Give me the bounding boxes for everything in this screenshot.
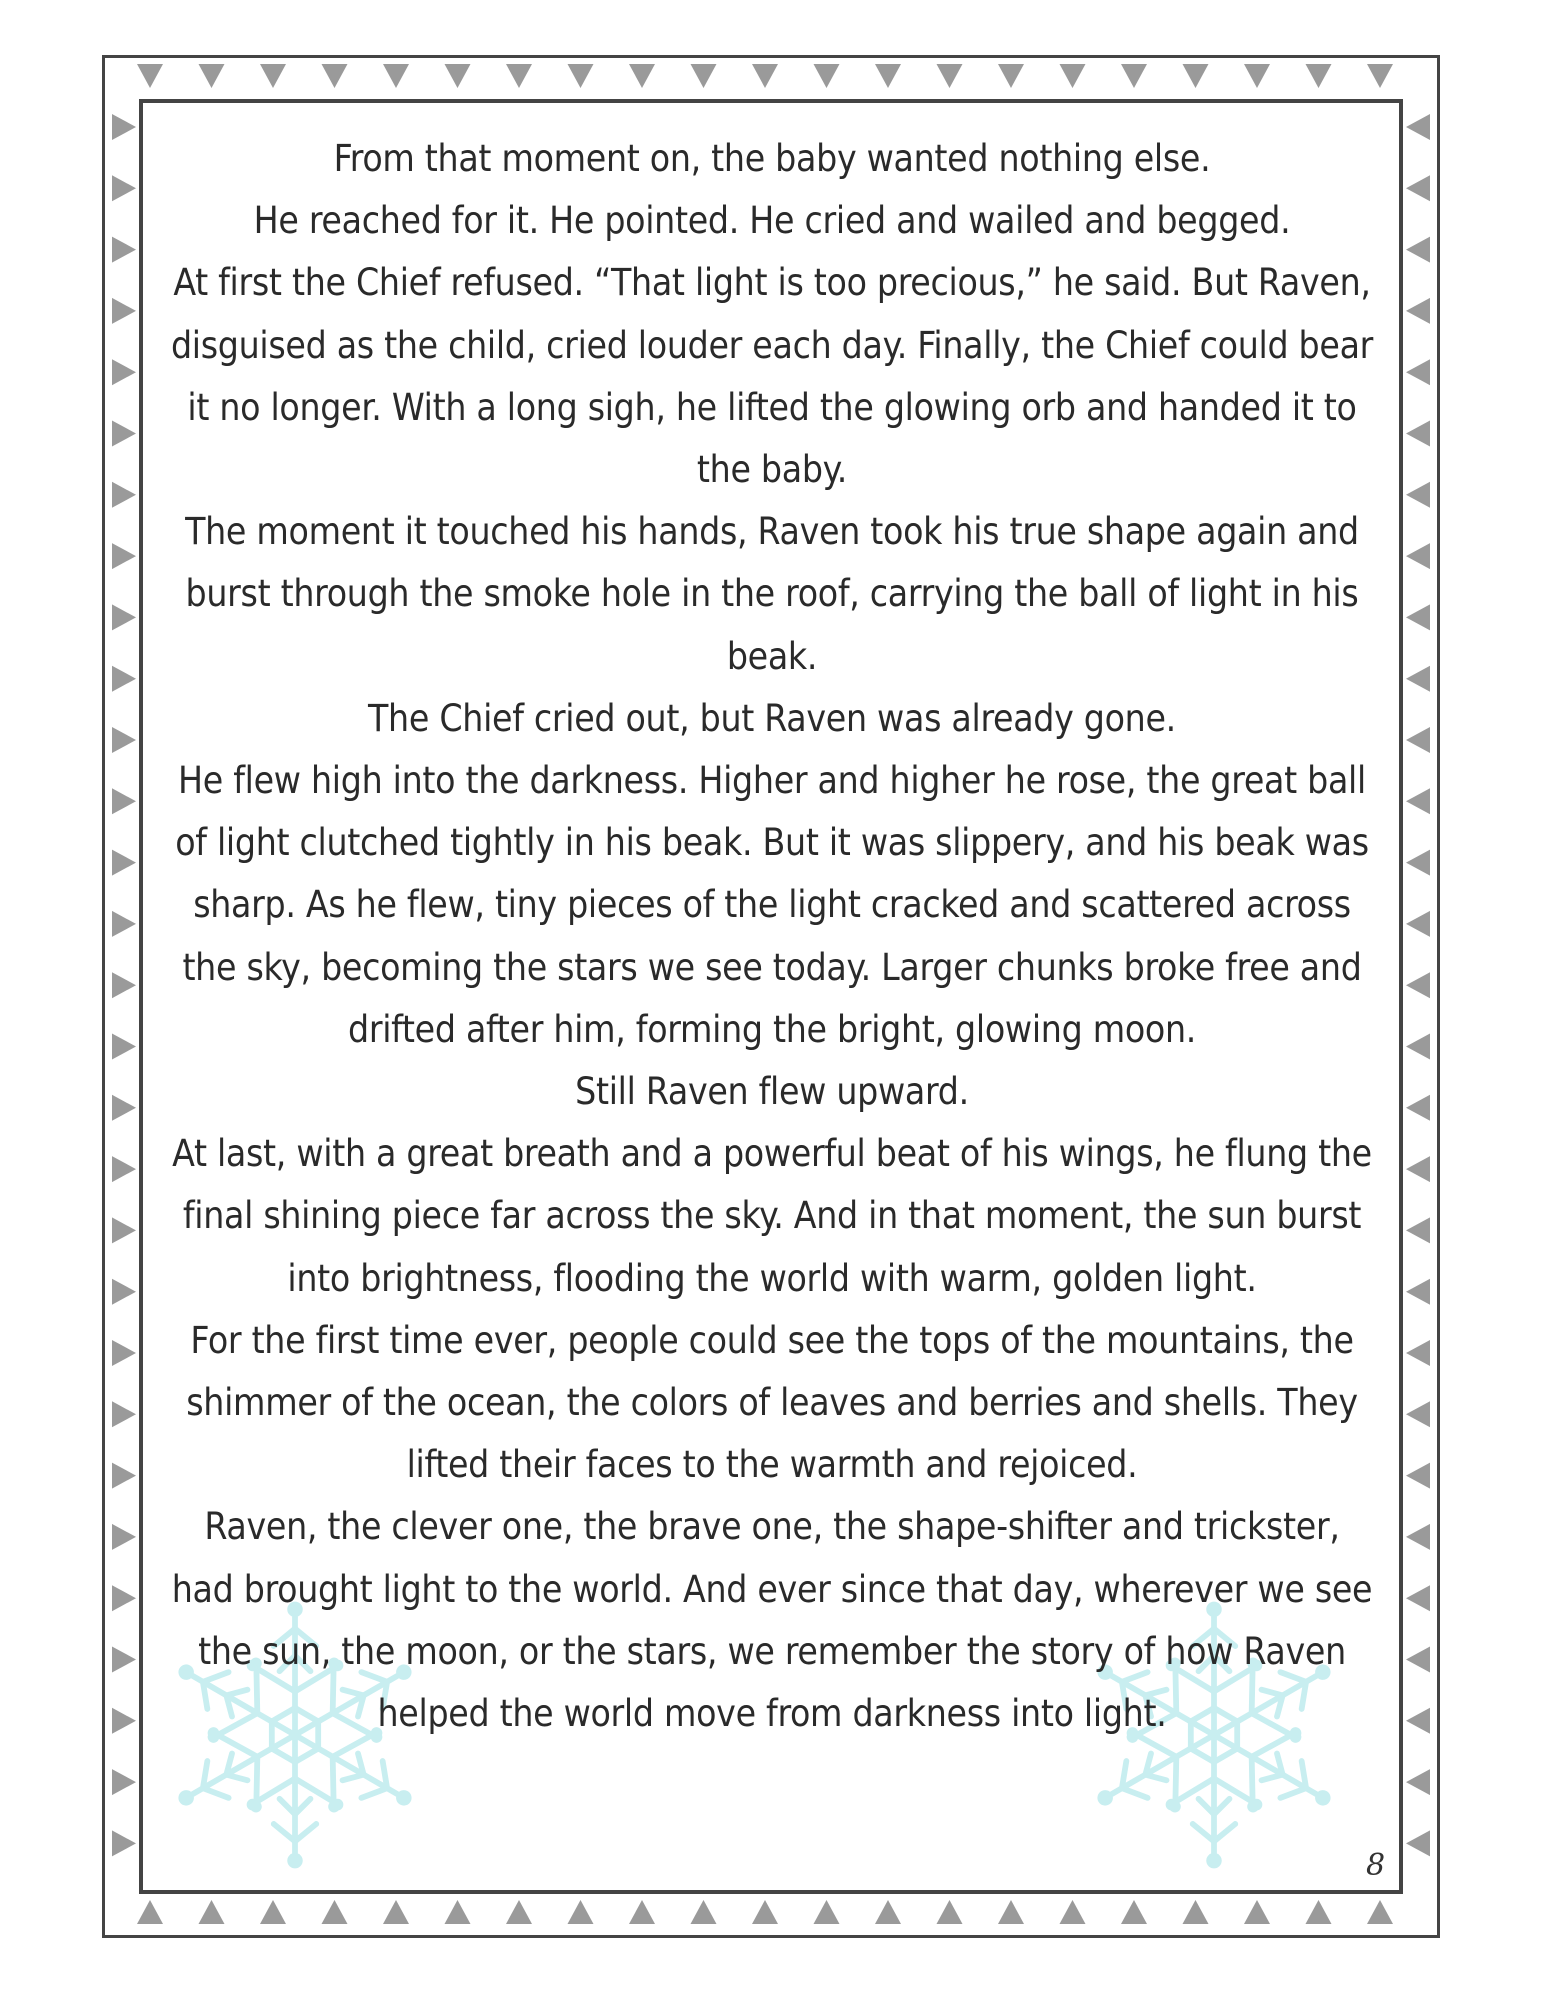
border-triangle bbox=[260, 64, 286, 88]
story-paragraph: He flew high into the darkness. Higher and higher he rose, the great ball of light clutched tightly in his beak. But it was slippery, and his beak was sharp. As he flew, tiny pieces of the light cracked and scattered across the sky, becoming the stars we see today. Larger chunks broke free and drifted after him, forming the bright, glowing moon. bbox=[175, 759, 1369, 1051]
border-triangle bbox=[112, 1708, 136, 1734]
border-triangle bbox=[1406, 1708, 1430, 1734]
border-triangle bbox=[445, 1900, 471, 1924]
story-paragraph: At last, with a great breath and a powerful beat of his wings, he flung the final shining piece far across the sky. And in that moment, the sun burst into brightness, flooding the world with warm, golden light. bbox=[172, 1132, 1372, 1300]
story-paragraph: Raven, the clever one, the brave one, the shape-shifter and trickster, had brought light to the world. And ever since that day, wherever we see the sun, the moon, or the stars, we remember the story of how Raven helped the world move from darkness into light. bbox=[171, 1505, 1373, 1736]
border-triangle bbox=[112, 1401, 136, 1427]
border-triangle bbox=[112, 1463, 136, 1489]
border-triangle bbox=[112, 850, 136, 876]
border-triangle bbox=[112, 1279, 136, 1305]
border-triangle bbox=[1183, 64, 1209, 88]
border-triangle bbox=[1406, 1524, 1430, 1550]
story-paragraph: The Chief cried out, but Raven was already gone. bbox=[368, 696, 1176, 740]
border-triangle bbox=[1406, 604, 1430, 630]
border-triangle bbox=[1406, 175, 1430, 201]
border-triangle bbox=[112, 114, 136, 140]
border-triangle bbox=[691, 1900, 717, 1924]
border-triangle bbox=[691, 64, 717, 88]
border-triangle bbox=[112, 1830, 136, 1856]
border-triangle bbox=[1406, 1463, 1430, 1489]
border-triangle bbox=[506, 1900, 532, 1924]
story-paragraph: Still Raven flew upward. bbox=[575, 1070, 969, 1114]
border-triangle bbox=[1406, 788, 1430, 814]
story-text bbox=[170, 128, 1374, 1745]
border-triangle bbox=[629, 1900, 655, 1924]
border-triangle bbox=[1306, 1900, 1332, 1924]
border-triangle bbox=[112, 298, 136, 324]
border-triangle bbox=[112, 788, 136, 814]
border-triangle bbox=[112, 1585, 136, 1611]
border-triangle bbox=[1121, 64, 1147, 88]
border-triangle bbox=[752, 1900, 778, 1924]
border-triangle bbox=[322, 1900, 348, 1924]
border-triangle bbox=[112, 1524, 136, 1550]
story-paragraph: For the first time ever, people could see the tops of the mountains, the shimmer of the ocean, the colors of leaves and berries and shells. They lifted their faces to the warmth and rejoiced. bbox=[186, 1318, 1358, 1487]
border-triangle bbox=[1406, 1217, 1430, 1243]
border-triangle bbox=[1406, 1034, 1430, 1060]
border-triangle bbox=[1406, 359, 1430, 385]
border-triangle bbox=[1406, 1401, 1430, 1427]
border-triangle bbox=[1244, 64, 1270, 88]
border-triangle bbox=[1367, 1900, 1393, 1924]
border-triangle bbox=[875, 1900, 901, 1924]
border-triangle bbox=[112, 175, 136, 201]
border-triangle bbox=[137, 64, 163, 88]
border-triangle bbox=[814, 64, 840, 88]
border-triangle bbox=[814, 1900, 840, 1924]
story-paragraph: From that moment on, the baby wanted nothing else. bbox=[333, 137, 1211, 180]
border-triangle bbox=[112, 1095, 136, 1121]
border-triangle bbox=[629, 64, 655, 88]
border-triangle bbox=[112, 666, 136, 692]
border-triangle bbox=[112, 237, 136, 263]
border-triangle bbox=[1406, 237, 1430, 263]
border-triangle bbox=[383, 64, 409, 88]
border-triangle bbox=[1406, 1769, 1430, 1795]
border-triangle bbox=[112, 727, 136, 753]
border-triangle bbox=[199, 64, 225, 88]
border-triangle bbox=[445, 64, 471, 88]
border-triangle bbox=[1406, 114, 1430, 140]
border-triangle bbox=[112, 604, 136, 630]
border-triangle bbox=[137, 1900, 163, 1924]
border-triangle bbox=[1406, 850, 1430, 876]
border-triangle bbox=[1406, 421, 1430, 447]
border-triangle bbox=[1406, 543, 1430, 569]
story-paragraph: He reached for it. He pointed. He cried and wailed and begged. bbox=[253, 199, 1291, 243]
border-triangle bbox=[568, 1900, 594, 1924]
border-triangle bbox=[937, 64, 963, 88]
border-triangle bbox=[1060, 64, 1086, 88]
border-triangle bbox=[112, 1340, 136, 1366]
border-triangle bbox=[1406, 666, 1430, 692]
border-triangle bbox=[112, 359, 136, 385]
border-triangle bbox=[112, 482, 136, 508]
border-triangle bbox=[998, 1900, 1024, 1924]
border-triangle bbox=[568, 64, 594, 88]
border-triangle bbox=[1406, 1279, 1430, 1305]
border-triangle bbox=[1406, 911, 1430, 937]
border-triangle bbox=[1406, 1095, 1430, 1121]
border-triangle bbox=[1406, 1156, 1430, 1182]
border-triangle bbox=[1060, 1900, 1086, 1924]
page-number: 8 bbox=[1366, 1848, 1386, 1883]
border-triangle bbox=[1406, 1830, 1430, 1856]
border-triangle bbox=[752, 64, 778, 88]
border-triangle bbox=[1406, 1647, 1430, 1673]
story-paragraph: The moment it touched his hands, Raven took his true shape again and burst through the smoke hole in the roof, carrying the ball of light in his beak. bbox=[185, 510, 1359, 678]
border-triangle bbox=[998, 64, 1024, 88]
border-triangle bbox=[1406, 1585, 1430, 1611]
border-triangle bbox=[1244, 1900, 1270, 1924]
border-triangle bbox=[506, 64, 532, 88]
border-triangle bbox=[1306, 64, 1332, 88]
border-triangle bbox=[937, 1900, 963, 1924]
border-triangle bbox=[1406, 972, 1430, 998]
border-triangle bbox=[112, 1034, 136, 1060]
border-triangle bbox=[1406, 1340, 1430, 1366]
border-triangle bbox=[1121, 1900, 1147, 1924]
border-triangle bbox=[322, 64, 348, 88]
border-triangle bbox=[383, 1900, 409, 1924]
border-triangle bbox=[260, 1900, 286, 1924]
border-triangle bbox=[112, 421, 136, 447]
border-triangle bbox=[112, 543, 136, 569]
border-triangle bbox=[112, 1217, 136, 1243]
border-triangle bbox=[112, 911, 136, 937]
border-triangle bbox=[112, 1769, 136, 1795]
border-triangle bbox=[199, 1900, 225, 1924]
border-triangle bbox=[1183, 1900, 1209, 1924]
story-paragraph: At first the Chief refused. “That light is too precious,” he said. But Raven, disguised as the child, cried louder each day. Finally, the Chief could bear it no longer. With a long sigh, he lifted the glowing orb and handed it to the baby. bbox=[170, 261, 1374, 492]
border-triangle bbox=[112, 1647, 136, 1673]
border-triangle bbox=[112, 1156, 136, 1182]
border-triangle bbox=[875, 64, 901, 88]
border-triangle bbox=[1406, 298, 1430, 324]
border-triangle bbox=[1406, 727, 1430, 753]
border-triangle bbox=[112, 972, 136, 998]
border-triangle bbox=[1406, 482, 1430, 508]
border-triangle bbox=[1367, 64, 1393, 88]
